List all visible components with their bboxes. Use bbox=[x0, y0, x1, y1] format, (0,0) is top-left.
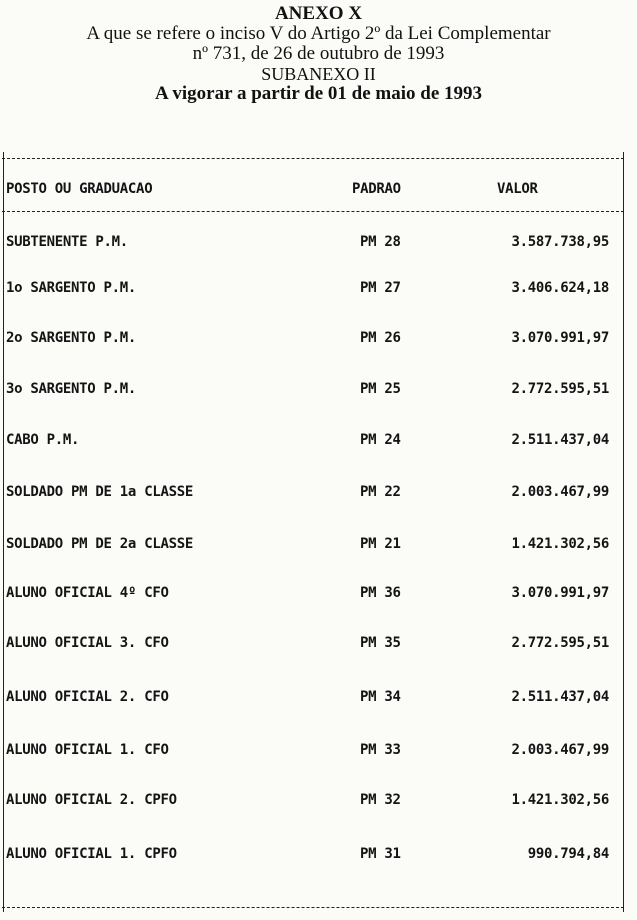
cell-posto: ALUNO OFICIAL 1. CPFO bbox=[6, 846, 177, 862]
column-header-padrao: PADRAO bbox=[352, 181, 401, 197]
anexo-title: ANEXO X bbox=[274, 3, 363, 24]
cell-posto: CABO P.M. bbox=[6, 432, 80, 448]
cell-valor: 2.003.467,99 bbox=[511, 742, 609, 758]
cell-valor: 990.794,84 bbox=[527, 846, 609, 862]
table-bottom-border bbox=[2, 907, 624, 908]
cell-valor: 2.003.467,99 bbox=[511, 484, 609, 500]
cell-posto: SOLDADO PM DE 2a CLASSE bbox=[6, 536, 193, 552]
effective-date-line: A vigorar a partir de 01 de maio de 1993 bbox=[154, 83, 483, 104]
cell-padrao: PM 33 bbox=[360, 742, 401, 758]
cell-posto: 3o SARGENTO P.M. bbox=[6, 381, 137, 397]
table-left-border bbox=[3, 152, 4, 912]
cell-posto: ALUNO OFICIAL 4º CFO bbox=[6, 585, 169, 601]
cell-valor: 3.406.624,18 bbox=[511, 280, 609, 296]
cell-posto: ALUNO OFICIAL 2. CPFO bbox=[6, 792, 177, 808]
cell-padrao: PM 27 bbox=[360, 280, 401, 296]
column-header-valor: VALOR bbox=[497, 181, 538, 197]
table-top-border bbox=[2, 158, 624, 159]
cell-valor: 1.421.302,56 bbox=[511, 792, 609, 808]
cell-padrao: PM 34 bbox=[360, 689, 401, 705]
cell-padrao: PM 26 bbox=[360, 330, 401, 346]
cell-padrao: PM 31 bbox=[360, 846, 401, 862]
cell-padrao: PM 36 bbox=[360, 585, 401, 601]
cell-posto: ALUNO OFICIAL 1. CFO bbox=[6, 742, 169, 758]
cell-posto: 2o SARGENTO P.M. bbox=[6, 330, 137, 346]
reference-line-2: nº 731, de 26 de outubro de 1993 bbox=[192, 43, 445, 64]
cell-valor: 3.587.738,95 bbox=[511, 234, 609, 250]
reference-line-1: A que se refere o inciso V do Artigo 2º da Lei Complementar bbox=[86, 23, 551, 44]
cell-valor: 3.070.991,97 bbox=[511, 330, 609, 346]
cell-valor: 2.772.595,51 bbox=[511, 381, 609, 397]
cell-valor: 2.511.437,04 bbox=[511, 432, 609, 448]
header-separator bbox=[2, 211, 624, 212]
cell-padrao: PM 35 bbox=[360, 635, 401, 651]
cell-posto: ALUNO OFICIAL 2. CFO bbox=[6, 689, 169, 705]
cell-padrao: PM 28 bbox=[360, 234, 401, 250]
cell-valor: 3.070.991,97 bbox=[511, 585, 609, 601]
cell-valor: 1.421.302,56 bbox=[511, 536, 609, 552]
cell-valor: 2.772.595,51 bbox=[511, 635, 609, 651]
cell-padrao: PM 24 bbox=[360, 432, 401, 448]
document-header bbox=[0, 4, 637, 104]
cell-posto: SOLDADO PM DE 1a CLASSE bbox=[6, 484, 193, 500]
cell-valor: 2.511.437,04 bbox=[511, 689, 609, 705]
table-right-border bbox=[623, 152, 624, 912]
column-header-posto: POSTO OU GRADUACAO bbox=[6, 181, 153, 197]
cell-padrao: PM 22 bbox=[360, 484, 401, 500]
cell-posto: SUBTENENTE P.M. bbox=[6, 234, 128, 250]
cell-padrao: PM 32 bbox=[360, 792, 401, 808]
subanexo-title: SUBANEXO II bbox=[261, 64, 376, 84]
cell-padrao: PM 21 bbox=[360, 536, 401, 552]
cell-posto: 1o SARGENTO P.M. bbox=[6, 280, 137, 296]
cell-posto: ALUNO OFICIAL 3. CFO bbox=[6, 635, 169, 651]
cell-padrao: PM 25 bbox=[360, 381, 401, 397]
